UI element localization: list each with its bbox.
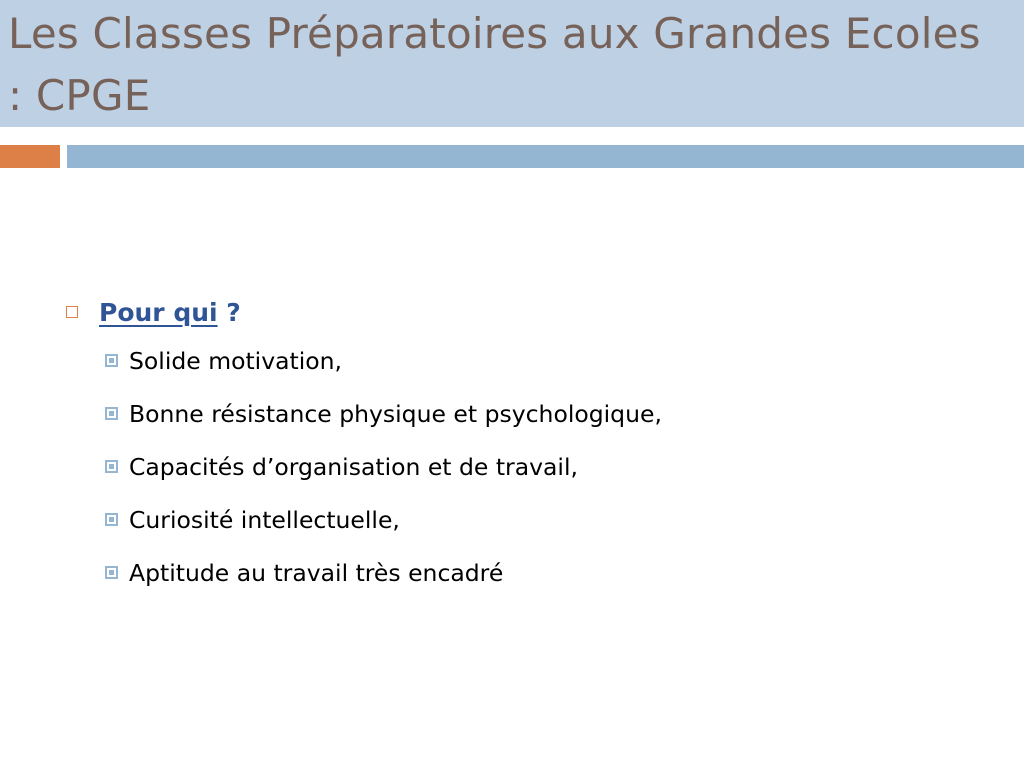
slide-content [64,290,1004,599]
list-item [105,334,1004,387]
hollow-square-bullet-icon [66,306,78,318]
list-item-text: Bonne résistance physique et psychologique, [129,399,662,428]
accent-bar-blue [67,145,1024,168]
square-bullet-icon [105,354,118,367]
square-bullet-icon [105,513,118,526]
square-bullet-icon [105,460,118,473]
list-item-text: Curiosité intellectuelle, [129,505,400,534]
list-item [105,546,1004,599]
sub-bullet-list [64,334,1004,599]
list-item [105,493,1004,546]
accent-bar-orange [0,145,60,168]
list-item-text: Solide motivation, [129,346,343,375]
square-bullet-icon [105,566,118,579]
title-band [0,0,1024,127]
square-bullet-icon [105,407,118,420]
heading-text [99,298,241,327]
list-item [105,440,1004,493]
list-item-text: Aptitude au travail très encadré [129,558,504,587]
bullet-level1 [64,290,1004,334]
heading-suffix: ? [217,297,241,327]
list-item [105,387,1004,440]
slide-title: Les Classes Préparatoires aux Grandes Ecoles : CPGE [8,9,981,120]
list-item-text: Capacités d’organisation et de travail, [129,452,578,481]
pour-qui-link[interactable]: Pour qui [99,297,218,327]
